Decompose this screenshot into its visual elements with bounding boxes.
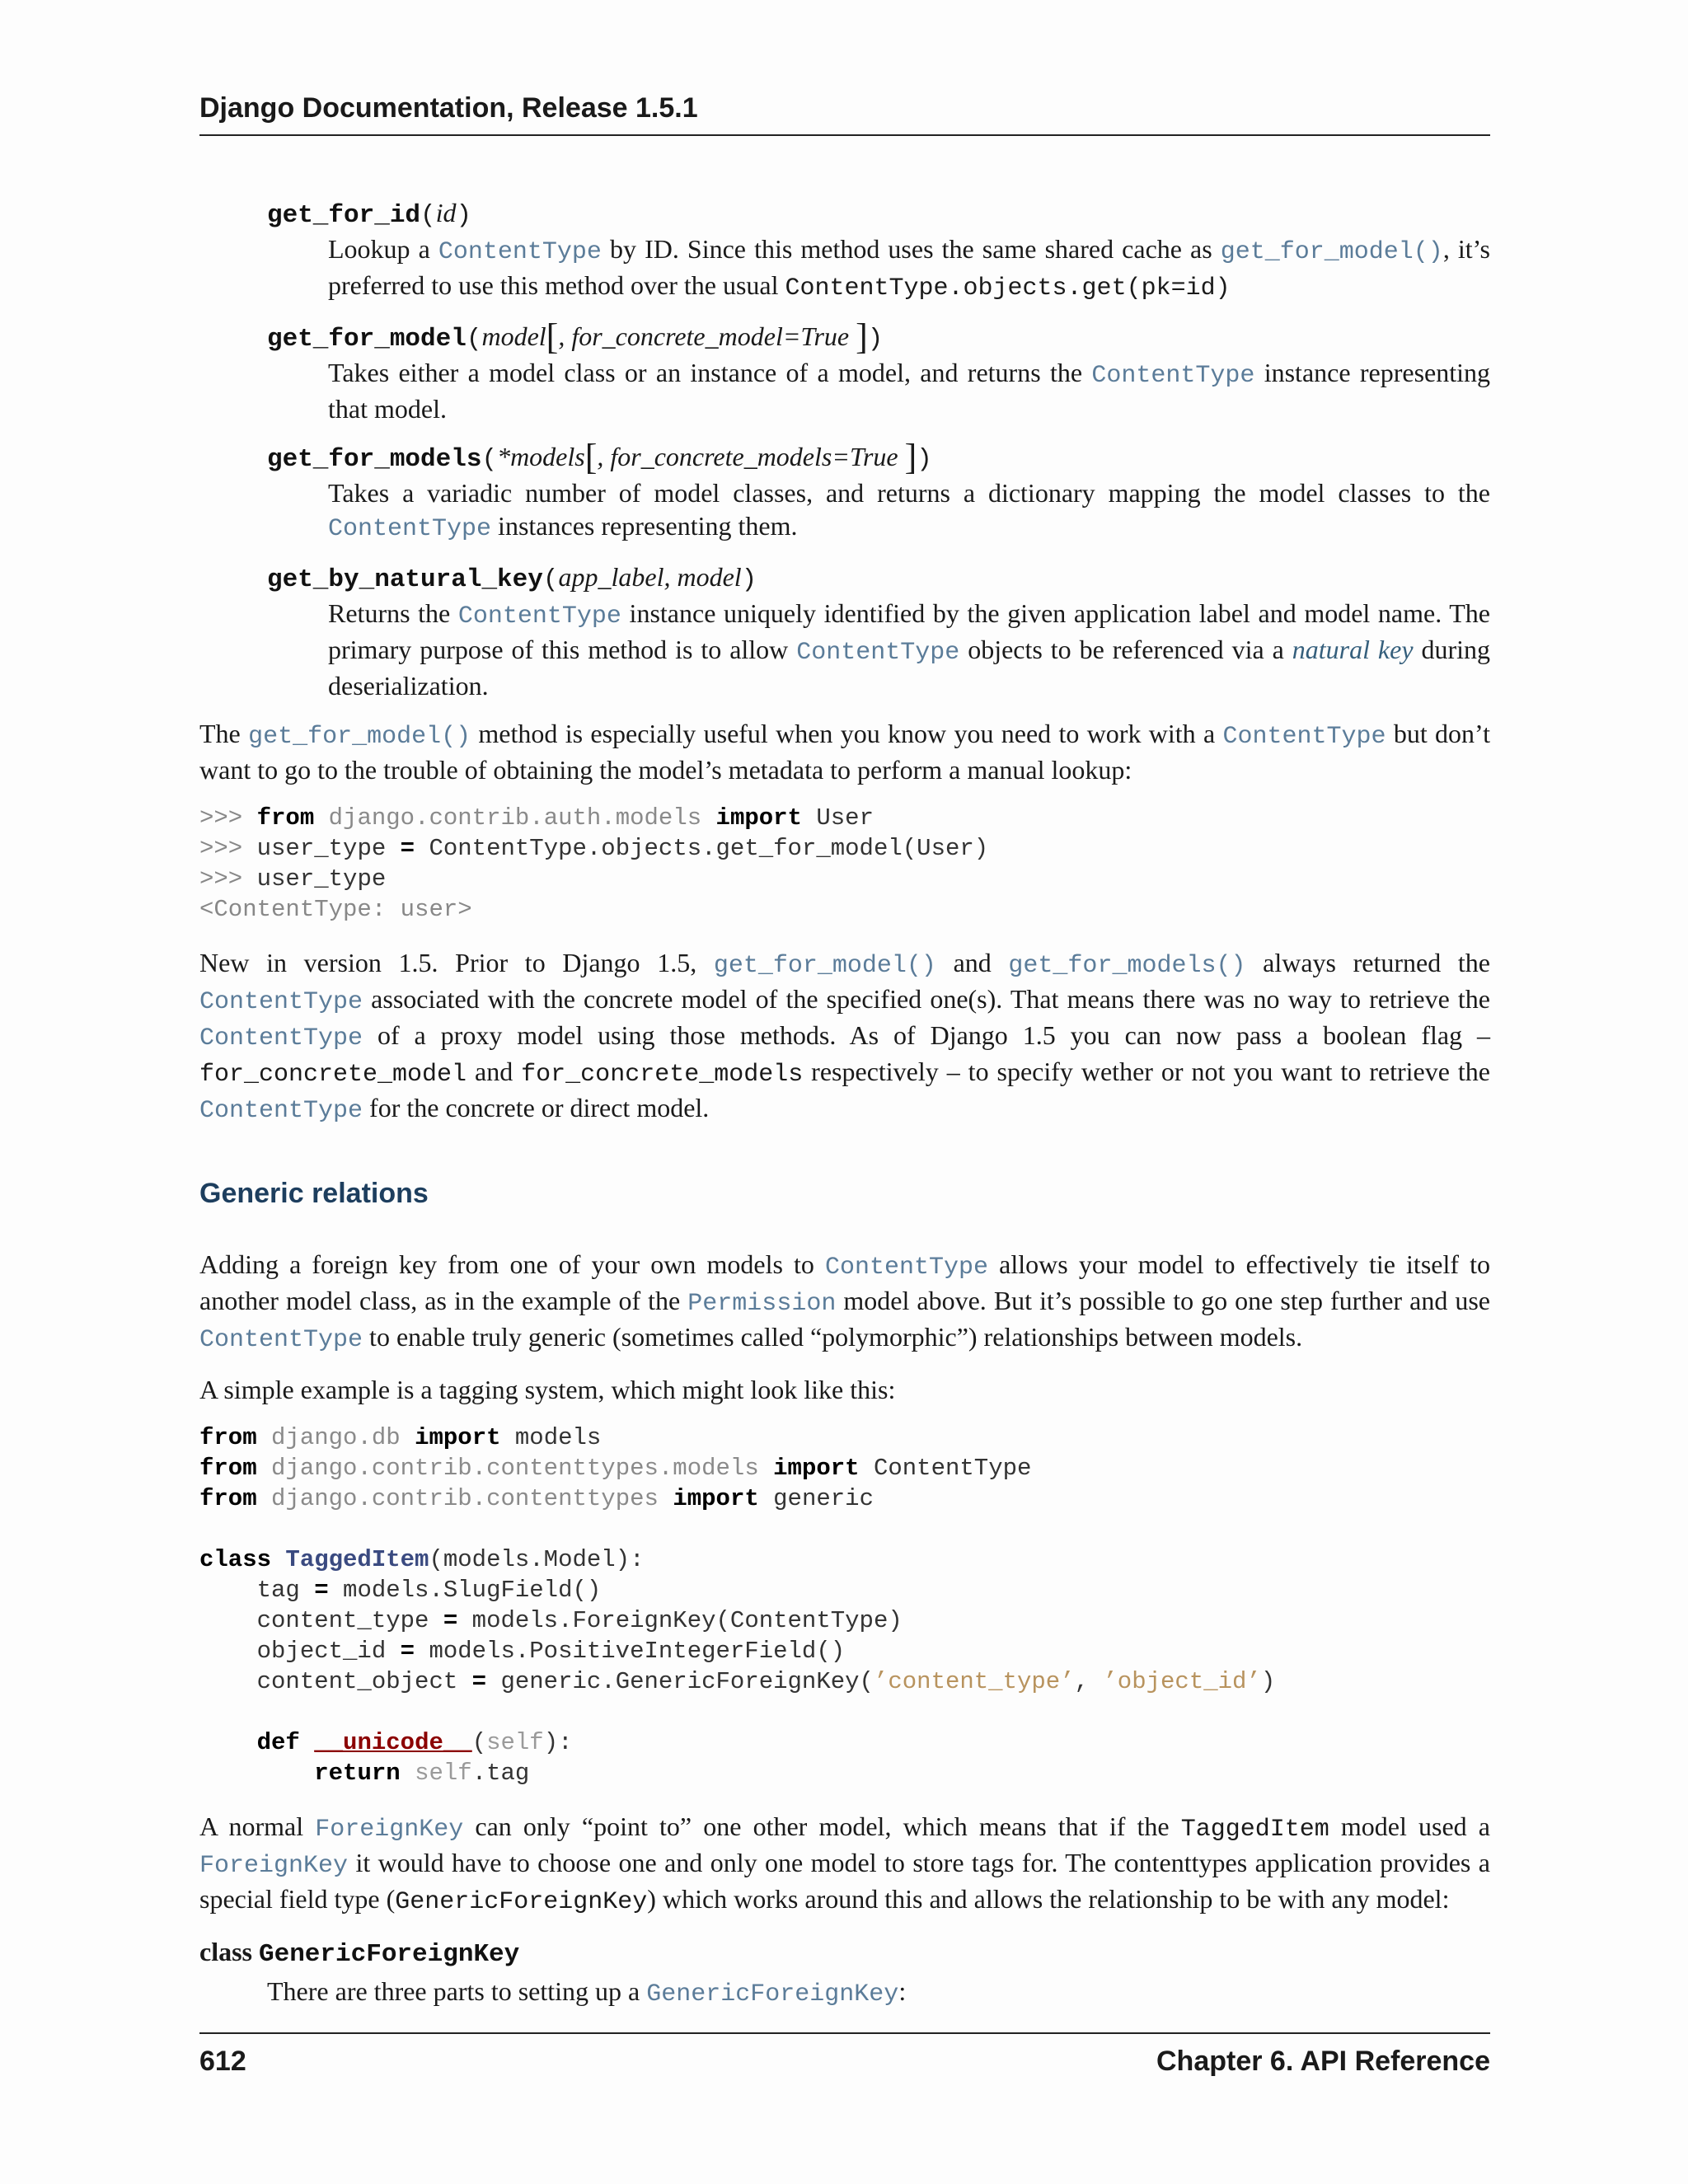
code-token-s: ’object_id’ [1103, 1668, 1261, 1695]
inline-code: for_concrete_model [199, 1061, 467, 1089]
method-entry [267, 316, 1491, 425]
code-token-m: django.contrib.contenttypes.models [271, 1455, 759, 1482]
method-args: model [481, 321, 546, 351]
code-token-o: >>> [199, 804, 257, 832]
code-token-k: = [443, 1607, 458, 1634]
code-token-o: >>> [199, 865, 257, 893]
optional-bracket-open: [ [546, 316, 559, 357]
method-description: Takes either a model class or an instance of a model, and returns the ContentType instance representing that model. [328, 358, 1491, 424]
method-entry [267, 560, 1490, 702]
code-token-k: from [199, 1455, 257, 1482]
code-token-k: return [314, 1760, 401, 1787]
method-signature [267, 437, 1490, 477]
cross-reference-link[interactable]: ContentType [796, 639, 960, 667]
method-args: app_label, model [558, 562, 742, 592]
code-token-o: >>> [199, 835, 257, 862]
class-signature [199, 1935, 1490, 1971]
code-token-self: self [486, 1729, 544, 1756]
method-args: *models [497, 442, 585, 471]
method-paren-open: ( [481, 445, 498, 474]
method-paren-open: ( [420, 201, 436, 230]
cross-reference-link[interactable]: get_for_model() [248, 723, 471, 751]
cross-reference-link[interactable]: ContentType [1222, 723, 1386, 751]
cross-reference-link[interactable]: get_for_model() [1220, 238, 1443, 266]
cross-reference-link[interactable]: Permission [687, 1290, 837, 1318]
cross-reference-link[interactable]: ContentType [328, 515, 492, 543]
code-token-k: import [673, 1485, 759, 1512]
section-heading-generic-relations: Generic relations [199, 1178, 429, 1209]
code-token-k: def [256, 1729, 300, 1756]
code-token-cls: TaggedItem [285, 1546, 429, 1573]
code-block-console [199, 803, 1490, 925]
method-name: get_for_model [267, 325, 467, 354]
code-token-k: from [256, 804, 315, 832]
method-description: Returns the ContentType instance uniquely identified by the given application label and model name. The primary purpose of this method is to allow ContentType objects to be referenced via a natural key during deserialization. [328, 598, 1491, 701]
code-token-k: import [415, 1424, 501, 1451]
inline-code: for_concrete_models [521, 1061, 804, 1089]
method-entry [267, 437, 1490, 546]
method-paren-open: ( [542, 565, 559, 594]
method-name: get_by_natural_key [267, 565, 543, 594]
cross-reference-link[interactable]: ForeignKey [315, 1816, 464, 1844]
code-token-k: = [314, 1577, 329, 1604]
code-line: from django.contrib.contenttypes.models import ContentType [199, 1455, 1032, 1482]
code-line: def __unicode__(self): [256, 1729, 573, 1756]
code-token-k: class [199, 1546, 272, 1573]
code-line: from django.db import models [199, 1424, 602, 1451]
cross-reference-link[interactable]: ContentType [457, 602, 621, 630]
code-token-k: = [400, 835, 415, 862]
cross-reference-link[interactable]: ContentType [199, 1097, 363, 1125]
cross-reference-link[interactable]: ContentType [825, 1254, 989, 1282]
paragraph-tagging-example: A simple example is a tagging system, which might look like this: [199, 1375, 896, 1404]
code-line: content_type = models.ForeignKey(ContentType) [199, 1607, 903, 1634]
code-line: >>> user_type = ContentType.objects.get_for_model(User) [199, 835, 989, 862]
method-paren-close: ) [867, 325, 884, 354]
method-signature [267, 316, 1490, 357]
cross-reference-link[interactable]: ForeignKey [199, 1852, 349, 1880]
cross-reference-link[interactable]: ContentType [199, 988, 363, 1016]
code-token-s: ’content_type’ [873, 1668, 1075, 1695]
cross-reference-link[interactable]: ContentType [199, 1326, 363, 1354]
code-token-k: from [199, 1485, 257, 1512]
method-optional-args: , for_concrete_models=True [597, 442, 905, 471]
method-optional-args: , for_concrete_model=True [558, 321, 856, 351]
page-number: 612 [199, 2046, 246, 2077]
code-line: content_object = generic.GenericForeignKey(’content_type’, ’object_id’) [199, 1668, 1276, 1695]
method-paren-close: ) [456, 201, 472, 230]
method-description: Lookup a ContentType by ID. Since this method uses the same shared cache as get_for_model(), it’s preferred to use this method over the usual ContentType.objects.get(pk=id) [328, 234, 1491, 302]
paragraph-foreignkey-limitation: A normal ForeignKey can only “point to” one other model, which means that if the TaggedItem model used a ForeignKey it would have to choose one and only one model to store tags for. The contenttypes application provides a special field type (GenericForeignKey) which works around this and allows the relationship to be with any model: [199, 1811, 1491, 1916]
document-page [199, 0, 1490, 2184]
running-header: Django Documentation, Release 1.5.1 [199, 92, 1490, 136]
code-token-m: django.contrib.auth.models [328, 804, 702, 832]
code-token-self: self [415, 1760, 472, 1787]
code-line: tag = models.SlugField() [199, 1577, 602, 1604]
method-signature [267, 560, 1490, 597]
code-token-k: = [400, 1638, 415, 1665]
code-token-k: = [471, 1668, 487, 1695]
code-token-m: django.contrib.contenttypes [271, 1485, 659, 1512]
optional-bracket-close: ] [856, 316, 868, 357]
cross-reference-link[interactable]: get_for_model() [713, 952, 936, 980]
inline-code: ContentType.objects.get(pk=id) [785, 274, 1231, 302]
glossary-link[interactable]: natural key [1292, 635, 1414, 664]
code-line: >>> user_type [199, 865, 387, 893]
cross-reference-link[interactable]: ContentType [438, 238, 602, 266]
paragraph-get-for-model-usage: The get_for_model() method is especially useful when you know you need to work with a ContentType but don’t want to go to the trouble of obtaining the model’s metadata to perform a manual lookup: [199, 719, 1491, 785]
method-description: Takes a variadic number of model classes, and returns a dictionary mapping the model classes to the ContentType instances representing them. [328, 478, 1490, 543]
inline-code: TaggedItem [1180, 1816, 1329, 1844]
code-token-o: <ContentType: user> [199, 896, 472, 923]
class-name: GenericForeignKey [259, 1940, 520, 1969]
cross-reference-link[interactable]: ContentType [1091, 362, 1255, 390]
paragraph-generic-intro: Adding a foreign key from one of your own models to ContentType allows your model to effectively tie itself to another model class, as in the example of the Permission model above. But it’s possible to go one step further and use ContentType to enable truly generic (sometimes called “polymorphic”) relationships between models. [199, 1249, 1491, 1354]
method-entry [267, 196, 1490, 305]
code-token-k: import [773, 1455, 860, 1482]
chapter-title: Chapter 6. API Reference [1156, 2046, 1490, 2077]
inline-code: GenericForeignKey [395, 1888, 648, 1916]
code-line [199, 896, 472, 923]
class-description: There are three parts to setting up a GenericForeignKey: [267, 1976, 907, 2008]
method-name: get_for_models [267, 445, 482, 474]
method-name: get_for_id [267, 201, 421, 230]
cross-reference-link[interactable]: ContentType [199, 1024, 363, 1052]
code-token-k: import [715, 804, 802, 832]
page-footer [199, 2032, 1490, 2078]
cross-reference-link[interactable]: get_for_models() [1008, 952, 1246, 980]
optional-bracket-open: [ [584, 437, 598, 477]
method-signature [267, 196, 1490, 232]
code-line: return self.tag [314, 1760, 530, 1787]
method-paren-close: ) [917, 445, 932, 474]
optional-bracket-close: ] [904, 437, 917, 477]
code-line: object_id = models.PositiveIntegerField() [199, 1638, 846, 1665]
method-list [199, 196, 1490, 702]
code-line: >>> from django.contrib.auth.models import User [199, 804, 874, 832]
code-line: class TaggedItem(models.Model): [199, 1546, 645, 1573]
page-body [199, 196, 1490, 2027]
code-line: from django.contrib.contenttypes import generic [199, 1485, 874, 1512]
code-block-tagged-item [199, 1422, 1490, 1788]
paragraph-version-note: New in version 1.5. Prior to Django 1.5, get_for_model() and get_for_models() always returned the ContentType associated with the concrete model of the specified one(s). That means there was no way to retrieve the ContentType of a proxy model using those methods. As of Django 1.5 you can now pass a boolean flag – for_concrete_model and for_concrete_models respectively – to specify wether or not you want to retrieve the ContentType for the concrete or direct model. [199, 948, 1491, 1125]
cross-reference-link[interactable]: GenericForeignKey [646, 1980, 899, 2008]
method-paren-open: ( [466, 325, 482, 354]
code-token-fn: __unicode__ [314, 1729, 472, 1756]
method-args: id [435, 198, 457, 227]
class-keyword: class [199, 1937, 259, 1966]
method-paren-close: ) [741, 565, 757, 594]
code-token-m: django.db [271, 1424, 401, 1451]
code-token-k: from [199, 1424, 257, 1451]
